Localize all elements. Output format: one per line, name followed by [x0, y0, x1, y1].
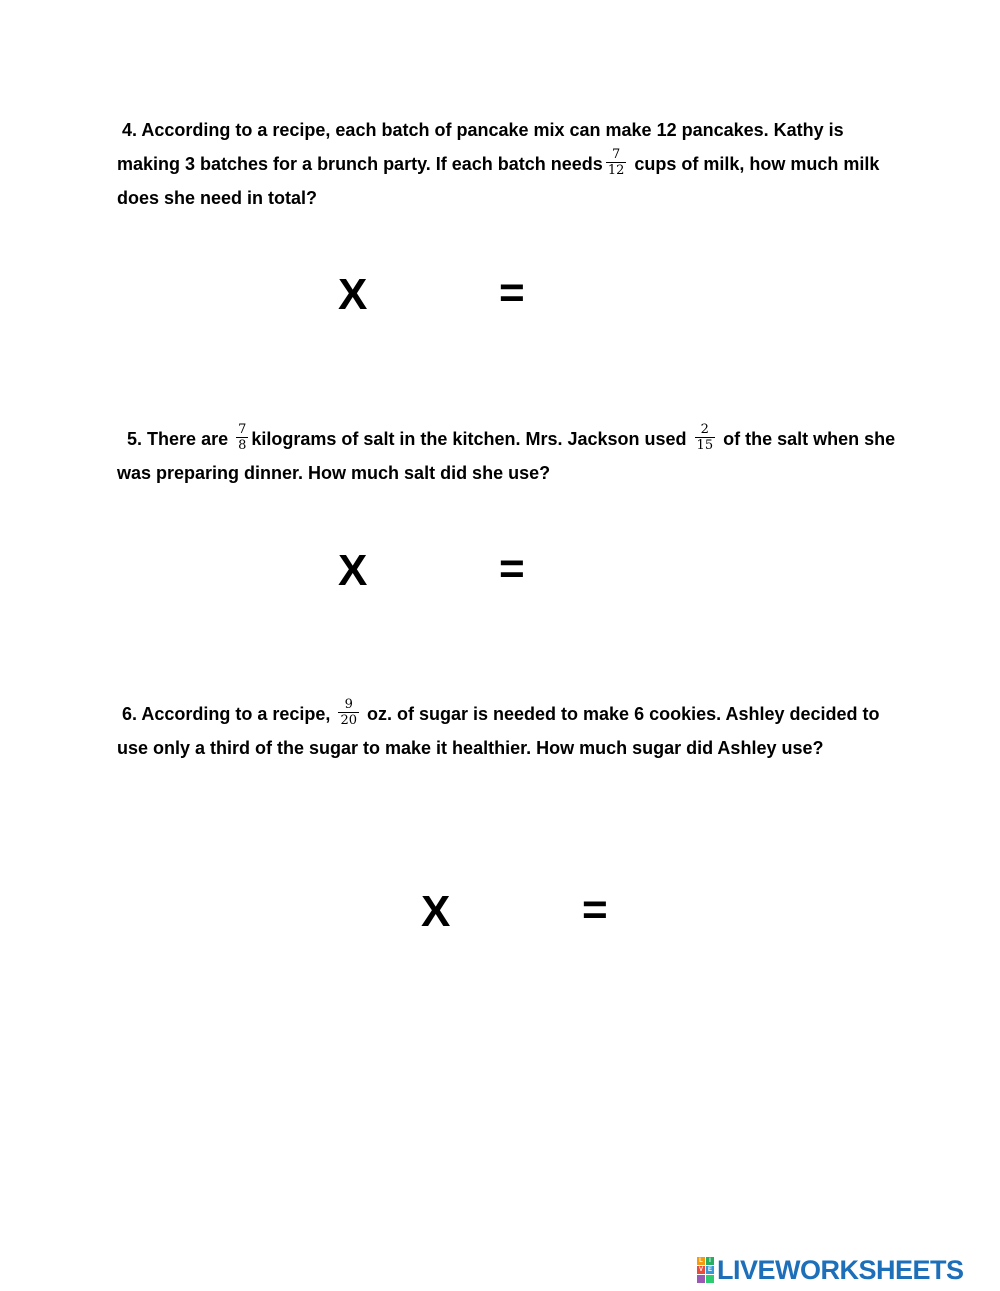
logo-tile: V: [698, 1267, 703, 1273]
fraction: [236, 422, 248, 453]
fraction: [695, 422, 716, 453]
problem-text: oz. of sugar is needed to make 6 cookies. Ashley decided to use only a third of the sugar to make it healthier. How much sugar did Ashley use?: [117, 704, 880, 758]
fraction-denominator: 15: [696, 437, 714, 453]
times-sign: X: [338, 270, 368, 319]
problem-number: 6.: [122, 704, 138, 724]
fraction-numerator: 7: [238, 421, 247, 437]
equals-sign: =: [499, 544, 525, 593]
fraction-numerator: 7: [611, 146, 621, 162]
logo-grid-icon: [697, 1257, 714, 1283]
problem-6: [117, 697, 897, 765]
problem-number: 4.: [122, 120, 138, 140]
logo-tile: [697, 1275, 705, 1283]
logo-tile: L: [697, 1257, 705, 1265]
equals-sign: =: [582, 885, 608, 934]
logo-tile: [706, 1275, 714, 1283]
logo-tile: I: [706, 1257, 714, 1265]
times-sign: X: [421, 887, 451, 936]
fraction-numerator: 2: [700, 421, 709, 437]
fraction-denominator: 20: [340, 712, 357, 728]
problem-text: There are: [147, 429, 229, 449]
problem-number: 5.: [127, 429, 143, 449]
liveworksheets-logo: [697, 1255, 964, 1285]
problem-text: cups of milk, how much milk does she need in total?: [117, 154, 880, 208]
fraction-numerator: 9: [344, 696, 353, 712]
logo-tile: E: [707, 1267, 712, 1273]
problem-text: kilograms of salt in the kitchen. Mrs. Jackson used: [251, 429, 687, 449]
problem-4: [117, 113, 897, 215]
equals-sign: =: [499, 268, 525, 317]
logo-text: LIVEWORKSHEETS: [717, 1254, 964, 1285]
problem-5: [117, 422, 897, 490]
fraction-denominator: 12: [607, 162, 625, 178]
fraction-denominator: 8: [238, 437, 247, 453]
problem-text: According to a recipe, each batch of pancake mix can make 12 pancakes. Kathy is making 3 batches for a brunch party. If each batch needs: [117, 120, 844, 174]
times-sign: X: [338, 546, 368, 595]
fraction: [338, 697, 359, 728]
problem-text: of the salt when she was preparing dinner. How much salt did she use?: [117, 429, 896, 483]
fraction: [606, 147, 627, 178]
problem-text: According to a recipe,: [141, 704, 331, 724]
